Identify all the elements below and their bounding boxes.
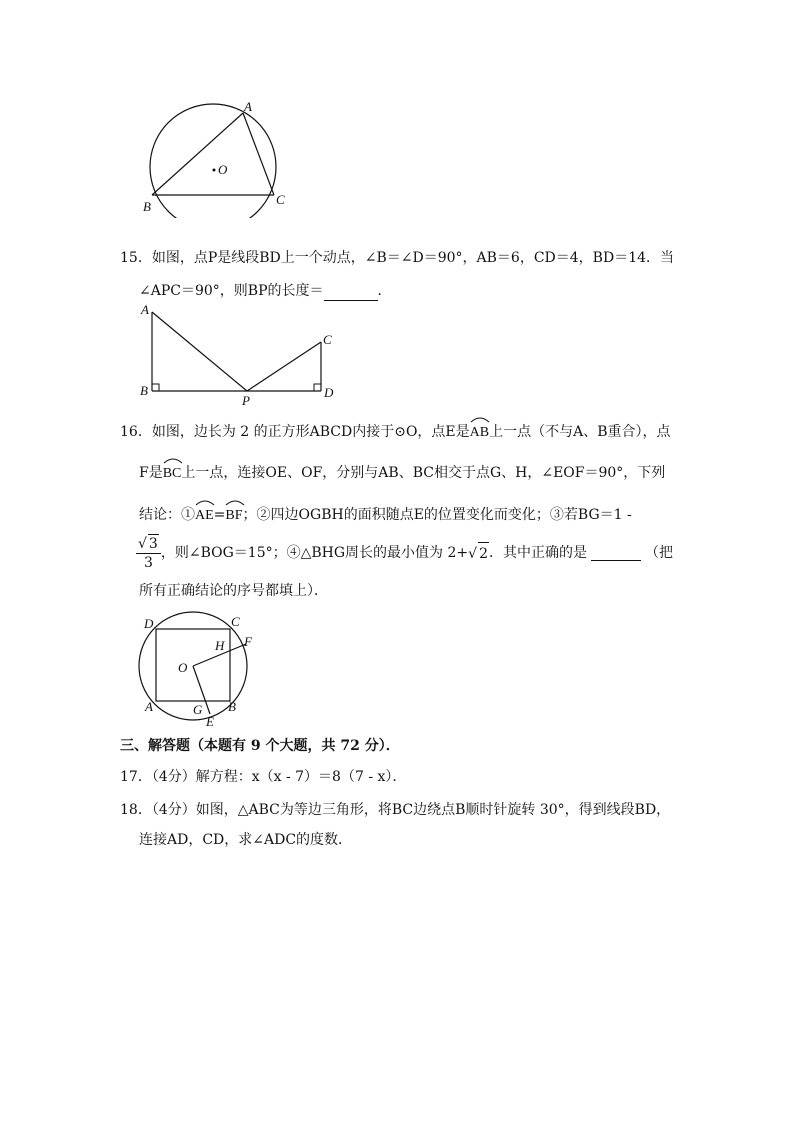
q16-label-o: O <box>178 660 188 675</box>
q16-arc-bc-text: BC <box>162 466 182 481</box>
q16-frac-num: √ 3 <box>136 534 161 554</box>
q16-label-d: D <box>144 616 154 631</box>
q16-label-g: G <box>193 702 203 717</box>
q15-figure <box>136 300 346 406</box>
q15-segment-pc <box>247 342 321 391</box>
arc-mark-icon <box>163 456 183 464</box>
q14-circle <box>150 104 276 218</box>
q16-fraction <box>136 534 161 572</box>
q14-figure <box>138 96 298 218</box>
q16-line1-post: 上一点（不与A、B重合），点 <box>489 424 671 440</box>
q15-label-b: B <box>140 383 148 398</box>
q16-label-f: F <box>244 634 252 649</box>
q16-label-c: C <box>231 614 240 629</box>
q15-label-p: P <box>242 393 250 406</box>
q16-frac-den: 3 <box>143 555 153 571</box>
arc-mark-icon <box>470 415 490 423</box>
q16-arc-bf <box>225 504 242 526</box>
q16-line3-post: ；②四边OGBH的面积随点E的位置变化而变化；③若BG＝1 - <box>242 507 632 523</box>
q16-line4-post: ．其中正确的是 <box>488 545 587 561</box>
q14-label-a: A <box>244 99 252 114</box>
q16-line1 <box>120 421 671 443</box>
q16-line3 <box>139 504 632 526</box>
section3-heading: 三、解答题（本题有 9 个大题，共 72 分）． <box>120 738 400 754</box>
q15-label-c: C <box>323 332 332 347</box>
q14-center-dot <box>213 169 216 172</box>
q14-label-c: C <box>276 192 285 207</box>
q16-arc-ab-text: AB <box>469 425 490 440</box>
arc-mark-icon <box>195 498 215 506</box>
q16-arc-ae-text: AE <box>195 508 214 523</box>
q16-sqrt2-value: 2 <box>478 542 489 565</box>
q16-line2 <box>139 462 665 484</box>
q16-label-b: B <box>228 699 236 714</box>
q14-label-b: B <box>143 199 151 214</box>
q18-line1: 18．（4分）如图，△ABC为等边三角形，将BC边绕点B顺时针旋转 30°，得到线段BD， <box>120 802 671 818</box>
q14-label-o: O <box>218 162 228 177</box>
q16-line4-end: （把 <box>644 545 673 561</box>
q15-line2 <box>139 281 392 301</box>
q15-label-d: D <box>324 385 334 400</box>
q16-line4-mid: ，则∠BOG＝15°；④△BHG周长的最小值为 2+ <box>160 545 469 561</box>
q16-line1-pre: 16．如图，边长为 2 的正方形ABCD内接于⊙O，点E是 <box>120 424 470 440</box>
q16-arc-ab <box>470 421 489 443</box>
q16-label-e: E <box>206 714 214 729</box>
q17-text: 17．（4分）解方程：x（x - 7）＝8（7 - x）． <box>120 769 407 785</box>
q15-right-angle-b <box>152 384 159 391</box>
q14-side-ac <box>243 113 274 195</box>
q16-figure <box>138 608 268 730</box>
q15-line2-post: ． <box>377 283 392 299</box>
q16-label-h: H <box>215 638 225 653</box>
q15-right-angle-d <box>314 384 321 391</box>
q16-sqrt2: √ 2 <box>468 546 489 562</box>
q16-eq: = <box>213 507 226 523</box>
q16-answer-blank[interactable] <box>591 546 641 561</box>
q16-line2-post: 上一点，连接OE、OF，分别与AB、BC相交于点G、H，∠EOF＝90°，下列 <box>181 465 666 481</box>
q15-line1: 15．如图，点P是线段BD上一个动点，∠B＝∠D＝90°，AB＝6，CD＝4，BD＝14．当 <box>120 250 675 266</box>
q15-line2-pre: ∠APC＝90°，则BP的长度＝ <box>139 283 324 299</box>
q16-line2-pre: F是 <box>139 465 163 481</box>
q15-segment-ap <box>152 312 247 391</box>
arc-mark-icon <box>225 498 245 506</box>
q15-answer-blank[interactable] <box>324 286 378 301</box>
q16-line5: 所有正确结论的序号都填上）． <box>139 583 328 599</box>
q16-line4 <box>136 534 673 572</box>
q16-frac-num-value: 3 <box>148 536 158 552</box>
q16-arc-ae <box>195 504 214 526</box>
q16-line3-pre: 结论：① <box>139 507 195 523</box>
q16-arc-bf-text: BF <box>225 508 243 523</box>
q16-arc-bc <box>163 462 182 484</box>
q16-label-a: A <box>145 699 153 714</box>
q15-label-a: A <box>141 302 149 317</box>
q18-line2: 连接AD，CD，求∠ADC的度数． <box>139 832 353 848</box>
